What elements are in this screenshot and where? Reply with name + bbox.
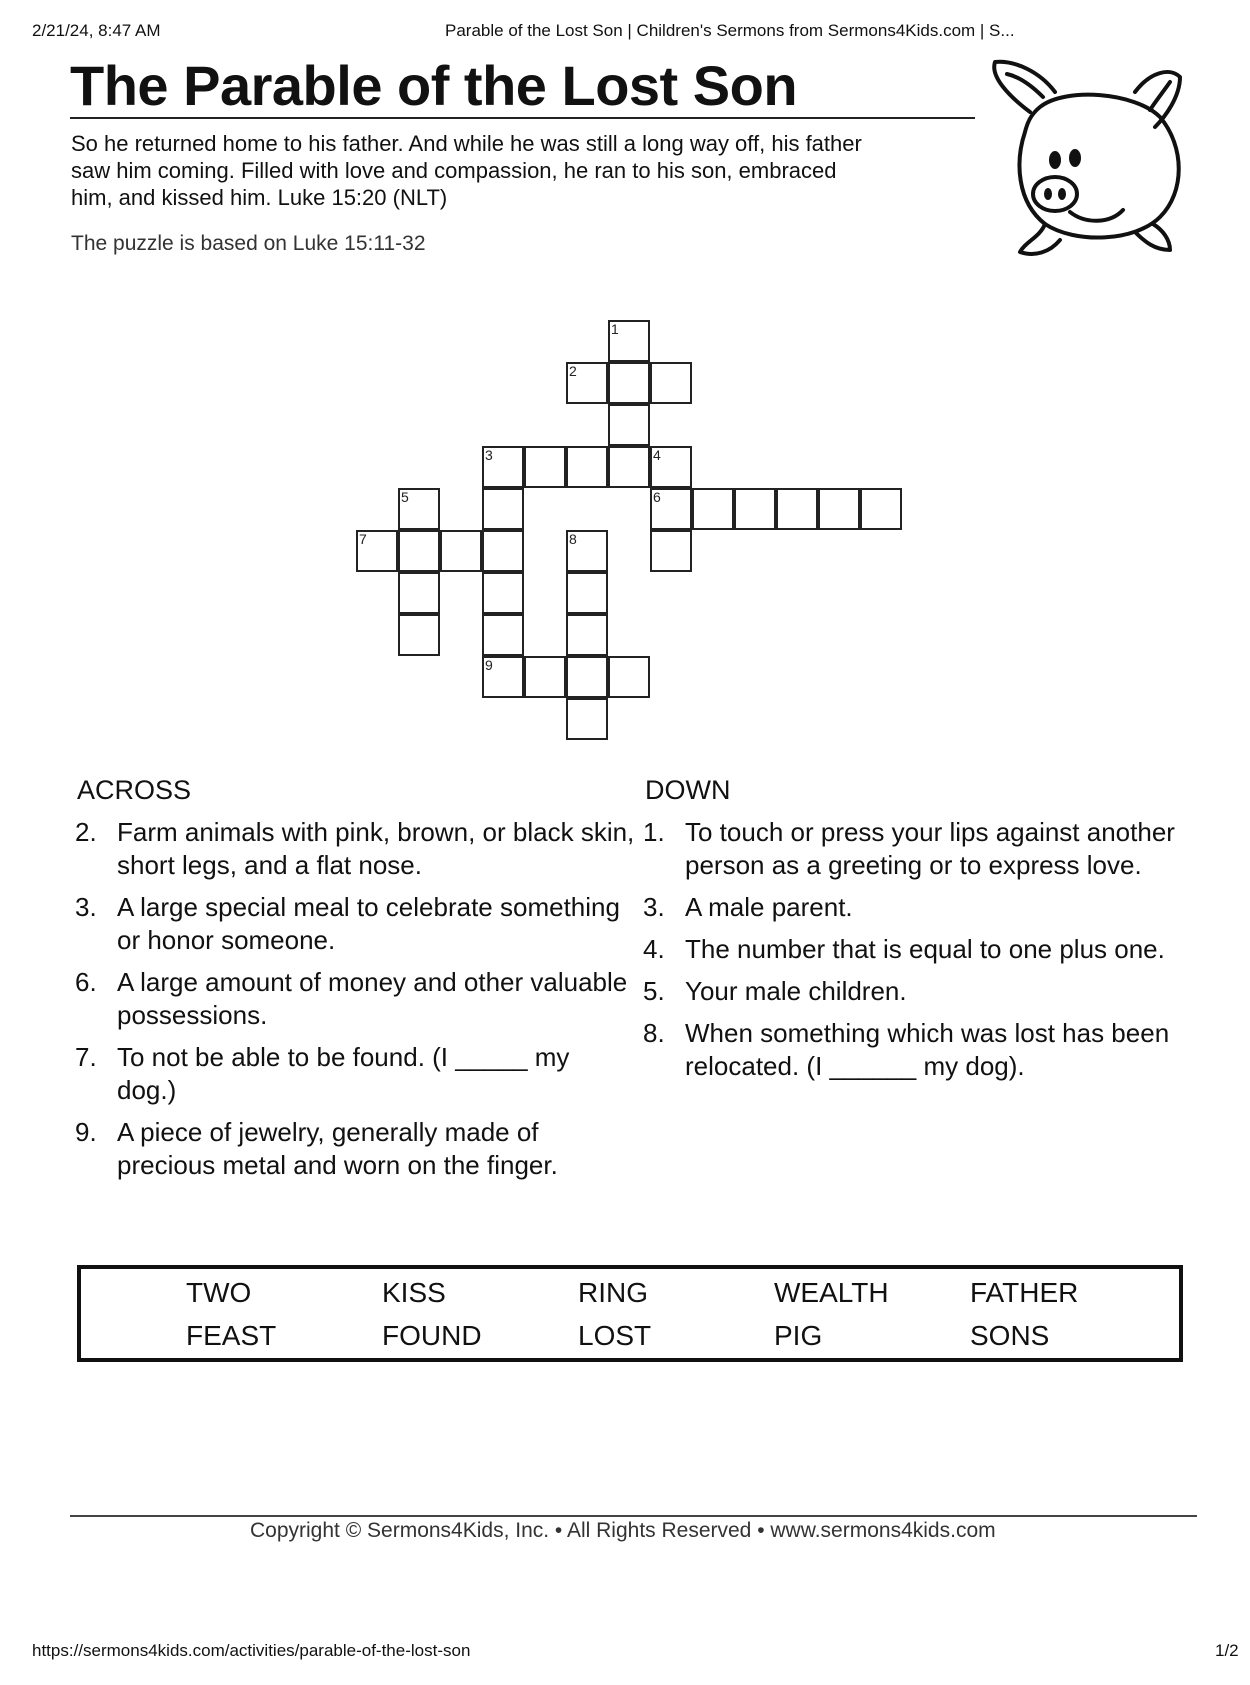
clue-number: 5. <box>643 976 665 1006</box>
clue-text: A large special meal to celebrate something or honor someone. <box>117 892 620 955</box>
crossword-cell[interactable] <box>734 488 776 530</box>
crossword-cell[interactable] <box>398 614 440 656</box>
footer-divider <box>70 1515 1197 1517</box>
down-clue <box>643 891 1183 924</box>
crossword-cell[interactable] <box>608 446 650 488</box>
crossword-cell[interactable] <box>776 488 818 530</box>
crossword-cell[interactable] <box>650 530 692 572</box>
clue-text: When something which was lost has been relocated. (I ______ my dog). <box>685 1018 1170 1081</box>
down-clue <box>643 975 1183 1008</box>
clue-number-label: 8 <box>569 531 577 547</box>
clue-number-label: 9 <box>485 657 493 673</box>
crossword-cell[interactable] <box>650 362 692 404</box>
crossword-cell[interactable] <box>482 446 524 488</box>
clue-number: 9. <box>75 1117 97 1147</box>
clue-text: To touch or press your lips against another person as a greeting or to express love. <box>685 817 1175 880</box>
word-bank-word: WEALTH <box>774 1277 889 1308</box>
crossword-cell[interactable] <box>692 488 734 530</box>
clue-number: 3. <box>643 892 665 922</box>
clue-text: Farm animals with pink, brown, or black skin, short legs, and a flat nose. <box>117 817 635 880</box>
word-bank-word: KISS <box>382 1277 446 1308</box>
across-heading: ACROSS <box>77 775 192 805</box>
clue-number-label: 2 <box>569 363 577 379</box>
across-clue <box>75 966 635 1032</box>
clue-text: To not be able to be found. (I _____ my dog.) <box>117 1042 570 1105</box>
clue-text: Your male children. <box>685 976 907 1006</box>
crossword-cell[interactable] <box>650 488 692 530</box>
based-on-note: The puzzle is based on Luke 15:11-32 <box>71 232 426 255</box>
crossword-cell[interactable] <box>608 656 650 698</box>
down-heading: DOWN <box>645 775 731 805</box>
crossword-cell[interactable] <box>398 488 440 530</box>
print-page-title: Parable of the Lost Son | Children's Sermons from Sermons4Kids.com | S... <box>445 21 1015 40</box>
crossword-cell[interactable] <box>482 530 524 572</box>
copyright-notice: Copyright © Sermons4Kids, Inc. • All Rights Reserved • www.sermons4kids.com <box>250 1519 996 1542</box>
down-clue <box>643 1017 1183 1083</box>
clue-number-label: 4 <box>653 447 661 463</box>
word-bank-word: FEAST <box>186 1320 277 1351</box>
across-clue <box>75 891 635 957</box>
across-clues <box>75 816 635 1191</box>
crossword-cell[interactable] <box>482 572 524 614</box>
pig-icon <box>985 52 1190 262</box>
crossword-cell[interactable] <box>650 446 692 488</box>
crossword-cell[interactable] <box>482 656 524 698</box>
clue-number-label: 5 <box>401 489 409 505</box>
crossword-cell[interactable] <box>524 656 566 698</box>
word-bank-word: LOST <box>578 1320 652 1351</box>
crossword-cell[interactable] <box>566 530 608 572</box>
clue-number: 8. <box>643 1018 665 1048</box>
clue-number: 2. <box>75 817 97 847</box>
title-divider <box>70 117 975 119</box>
crossword-cell[interactable] <box>398 572 440 614</box>
crossword-cell[interactable] <box>482 614 524 656</box>
page-url: https://sermons4kids.com/activities/parable-of-the-lost-son <box>32 1641 471 1660</box>
clue-number-label: 7 <box>359 531 367 547</box>
worksheet-title: The Parable of the Lost Son <box>70 54 798 117</box>
crossword-cell[interactable] <box>608 404 650 446</box>
crossword-cell[interactable] <box>818 488 860 530</box>
crossword-cell[interactable] <box>482 488 524 530</box>
clue-text: A male parent. <box>685 892 853 922</box>
down-clues <box>643 816 1183 1092</box>
word-bank <box>77 1265 1183 1362</box>
print-datetime: 2/21/24, 8:47 AM <box>32 21 161 40</box>
bible-verse: So he returned home to his father. And while he was still a long way off, his father saw him coming. Filled with love and compassion, he ran to his son, embraced him, and kissed him. Luke 15:20 (NLT) <box>71 131 862 210</box>
page-number: 1/2 <box>1215 1641 1239 1660</box>
crossword-cell[interactable] <box>566 572 608 614</box>
clue-text: A piece of jewelry, generally made of precious metal and worn on the finger. <box>117 1117 558 1180</box>
crossword-cell[interactable] <box>524 446 566 488</box>
down-clue <box>643 933 1183 966</box>
crossword-cell[interactable] <box>566 446 608 488</box>
clue-number: 4. <box>643 934 665 964</box>
crossword-cell[interactable] <box>608 362 650 404</box>
clue-number: 6. <box>75 967 97 997</box>
word-bank-word: FOUND <box>382 1320 482 1351</box>
clue-number: 3. <box>75 892 97 922</box>
word-bank-word: FATHER <box>970 1277 1079 1308</box>
word-bank-word: PIG <box>774 1320 823 1351</box>
clue-number-label: 6 <box>653 489 661 505</box>
across-clue <box>75 816 635 882</box>
crossword-cell[interactable] <box>608 320 650 362</box>
word-bank-word: SONS <box>970 1320 1050 1351</box>
across-clue <box>75 1041 635 1107</box>
clue-text: A large amount of money and other valuable possessions. <box>117 967 628 1030</box>
across-clue <box>75 1116 635 1182</box>
crossword-cell[interactable] <box>860 488 902 530</box>
crossword-cell[interactable] <box>566 614 608 656</box>
crossword-cell[interactable] <box>398 530 440 572</box>
crossword-cell[interactable] <box>356 530 398 572</box>
clue-number: 1. <box>643 817 665 847</box>
crossword-cell[interactable] <box>566 698 608 740</box>
word-bank-word: RING <box>578 1277 648 1308</box>
clue-number: 7. <box>75 1042 97 1072</box>
clue-text: The number that is equal to one plus one. <box>685 934 1165 964</box>
crossword-cell[interactable] <box>440 530 482 572</box>
clue-number-label: 1 <box>611 321 619 337</box>
crossword-cell[interactable] <box>566 362 608 404</box>
word-bank-word: TWO <box>186 1277 252 1308</box>
down-clue <box>643 816 1183 882</box>
clue-number-label: 3 <box>485 447 493 463</box>
crossword-cell[interactable] <box>566 656 608 698</box>
